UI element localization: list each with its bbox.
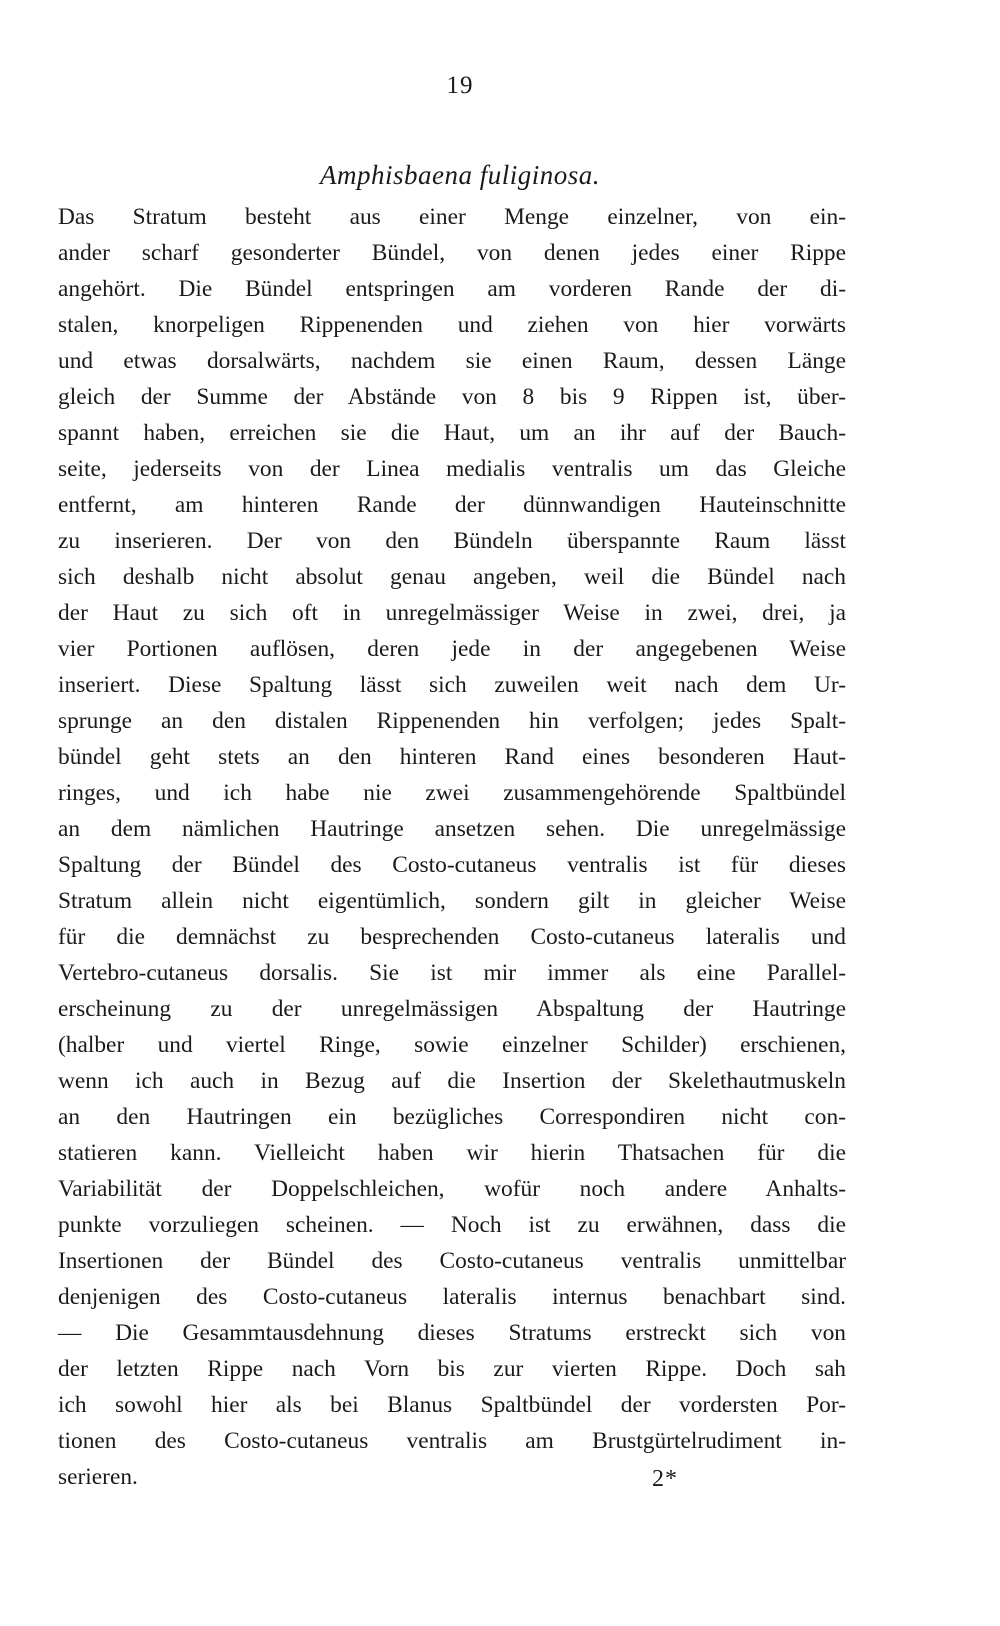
text-line: sich deshalb nicht absolut genau angeben, weil die Bündel nach	[58, 564, 846, 590]
text-line: seite, jederseits von der Linea medialis ventralis um das Gleiche	[58, 456, 846, 482]
text-line: vier Portionen auflösen, deren jede in der angegebenen Weise	[58, 636, 846, 662]
text-line: denjenigen des Costo-cutaneus lateralis internus benachbart sind.	[58, 1284, 846, 1310]
text-line: (halber und viertel Ringe, sowie einzelner Schilder) erschienen,	[58, 1032, 846, 1058]
text-line: inseriert. Diese Spaltung lässt sich zuweilen weit nach dem Ur-	[58, 672, 846, 698]
text-line: und etwas dorsalwärts, nachdem sie einen Raum, dessen Länge	[58, 348, 846, 374]
text-line: an den Hautringen ein bezügliches Correspondiren nicht con-	[58, 1104, 846, 1130]
text-line: ander scharf gesonderter Bündel, von denen jedes einer Rippe	[58, 240, 846, 266]
page-number: 19	[446, 72, 474, 99]
text-line: gleich der Summe der Abstände von 8 bis 9 Rippen ist, über-	[58, 384, 846, 410]
text-line: tionen des Costo-cutaneus ventralis am Brustgürtelrudiment in-	[58, 1428, 846, 1454]
text-line: an dem nämlichen Hautringe ansetzen sehen. Die unregelmässige	[58, 816, 846, 842]
text-line: spannt haben, erreichen sie die Haut, um an ihr auf der Bauch-	[58, 420, 846, 446]
text-line: zu inserieren. Der von den Bündeln überspannte Raum lässt	[58, 528, 846, 554]
text-line: entfernt, am hinteren Rande der dünnwandigen Hauteinschnitte	[58, 492, 846, 518]
text-line: serieren.	[58, 1464, 138, 1490]
text-line: ringes, und ich habe nie zwei zusammengehörende Spaltbündel	[58, 780, 846, 806]
text-line: wenn ich auch in Bezug auf die Insertion der Skelethautmuskeln	[58, 1068, 846, 1094]
text-line: angehört. Die Bündel entspringen am vorderen Rande der di-	[58, 276, 846, 302]
body-text	[58, 199, 846, 1495]
text-line: für die demnächst zu besprechenden Costo-cutaneus lateralis und	[58, 924, 846, 950]
text-line: der Haut zu sich oft in unregelmässiger Weise in zwei, drei, ja	[58, 600, 846, 626]
text-line: bündel geht stets an den hinteren Rand eines besonderen Haut-	[58, 744, 846, 770]
section-title: Amphisbaena fuliginosa.	[320, 160, 600, 190]
text-line: Spaltung der Bündel des Costo-cutaneus ventralis ist für dieses	[58, 852, 846, 878]
text-line: Insertionen der Bündel des Costo-cutaneus ventralis unmittelbar	[58, 1248, 846, 1274]
text-line: erscheinung zu der unregelmässigen Abspaltung der Hautringe	[58, 996, 846, 1022]
text-line: Vertebro-cutaneus dorsalis. Sie ist mir immer als eine Parallel-	[58, 960, 846, 986]
text-line: — Die Gesammtausdehnung dieses Stratums erstreckt sich von	[58, 1320, 846, 1346]
sheet-signature: 2*	[652, 1466, 678, 1492]
text-line: ich sowohl hier als bei Blanus Spaltbündel der vordersten Por-	[58, 1392, 846, 1418]
text-line: statieren kann. Vielleicht haben wir hierin Thatsachen für die	[58, 1140, 846, 1166]
text-line: punkte vorzuliegen scheinen. — Noch ist zu erwähnen, dass die	[58, 1212, 846, 1238]
text-line: sprunge an den distalen Rippenenden hin verfolgen; jedes Spalt-	[58, 708, 846, 734]
text-line: der letzten Rippe nach Vorn bis zur vierten Rippe. Doch sah	[58, 1356, 846, 1382]
text-line: Stratum allein nicht eigentümlich, sondern gilt in gleicher Weise	[58, 888, 846, 914]
text-line: stalen, knorpeligen Rippenenden und ziehen von hier vorwärts	[58, 312, 846, 338]
text-line: Das Stratum besteht aus einer Menge einzelner, von ein-	[58, 204, 846, 230]
text-line: Variabilität der Doppelschleichen, wofür noch andere Anhalts-	[58, 1176, 846, 1202]
